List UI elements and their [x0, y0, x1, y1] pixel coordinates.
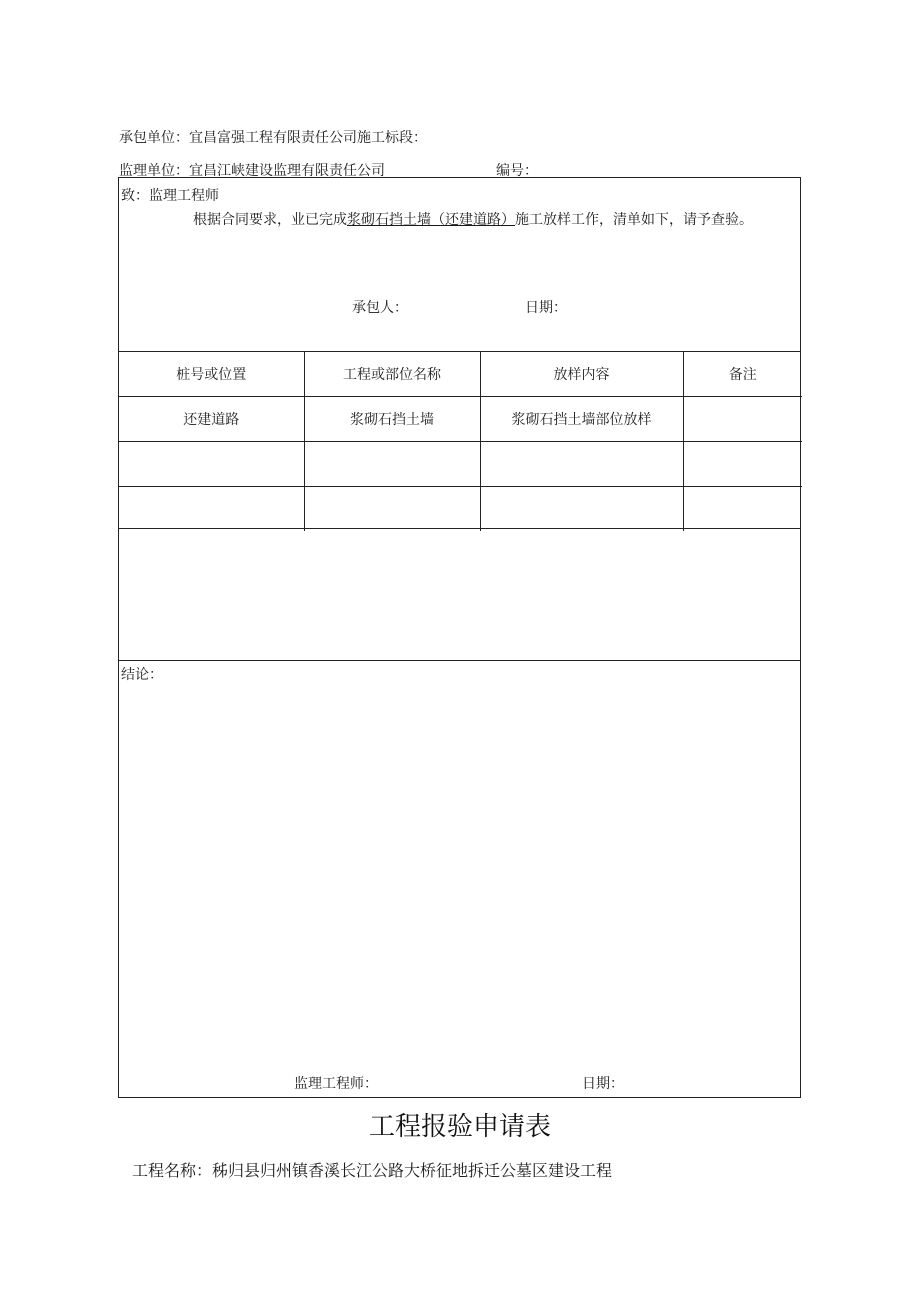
header-work-name: 工程或部位名称: [304, 352, 480, 397]
form-title: 工程报验申请表: [368, 1112, 551, 1142]
request-body-suffix: 施工放样工作，清单如下，请予查验。: [515, 212, 753, 228]
addressee: 致：监理工程师: [121, 188, 219, 204]
table-cell: [304, 442, 480, 487]
table-cell: [683, 442, 802, 487]
engineer-signature-label: 监理工程师：: [294, 1076, 378, 1092]
setting-out-table: [119, 352, 802, 531]
table-row: [119, 397, 802, 442]
table-cell: 还建道路: [119, 397, 304, 442]
request-section: [118, 177, 801, 352]
header-station: 桩号或位置: [119, 352, 304, 397]
request-body: [193, 209, 753, 229]
setting-out-list: [118, 351, 801, 529]
conclusion-label: 结论：: [121, 667, 163, 683]
table-header-row: [119, 352, 802, 397]
project-name-line: 工程名称：秭归县归州镇香溪长江公路大桥征地拆迁公墓区建设工程: [132, 1161, 613, 1180]
table-cell: 浆砌石挡土墙部位放样: [480, 397, 683, 442]
table-row: [119, 442, 802, 487]
engineer-date-label: 日期：: [582, 1076, 624, 1092]
table-cell: [683, 487, 802, 532]
table-cell: [683, 397, 802, 442]
table-cell: [119, 442, 304, 487]
conclusion-section: [118, 660, 801, 1098]
blank-section: [118, 528, 801, 661]
table-cell: [480, 442, 683, 487]
table-cell: [119, 487, 304, 532]
contractor-date-label: 日期：: [525, 300, 567, 316]
table-row: [119, 487, 802, 532]
header-remarks: 备注: [683, 352, 802, 397]
document-number-label: 编号：: [496, 163, 538, 179]
supervisor-unit-line: 监理单位：宜昌江峡建设监理有限责任公司: [119, 163, 385, 179]
contractor-signature-label: 承包人：: [352, 300, 408, 316]
contractor-unit-line: 承包单位：宜昌富强工程有限责任公司施工标段：: [119, 130, 427, 146]
request-body-prefix: 根据合同要求，业已完成: [193, 212, 347, 228]
table-cell: [480, 487, 683, 532]
table-cell: 浆砌石挡土墙: [304, 397, 480, 442]
request-body-work-item: 浆砌石挡土墙（还建道路）: [347, 212, 515, 228]
header-content: 放样内容: [480, 352, 683, 397]
table-cell: [304, 487, 480, 532]
